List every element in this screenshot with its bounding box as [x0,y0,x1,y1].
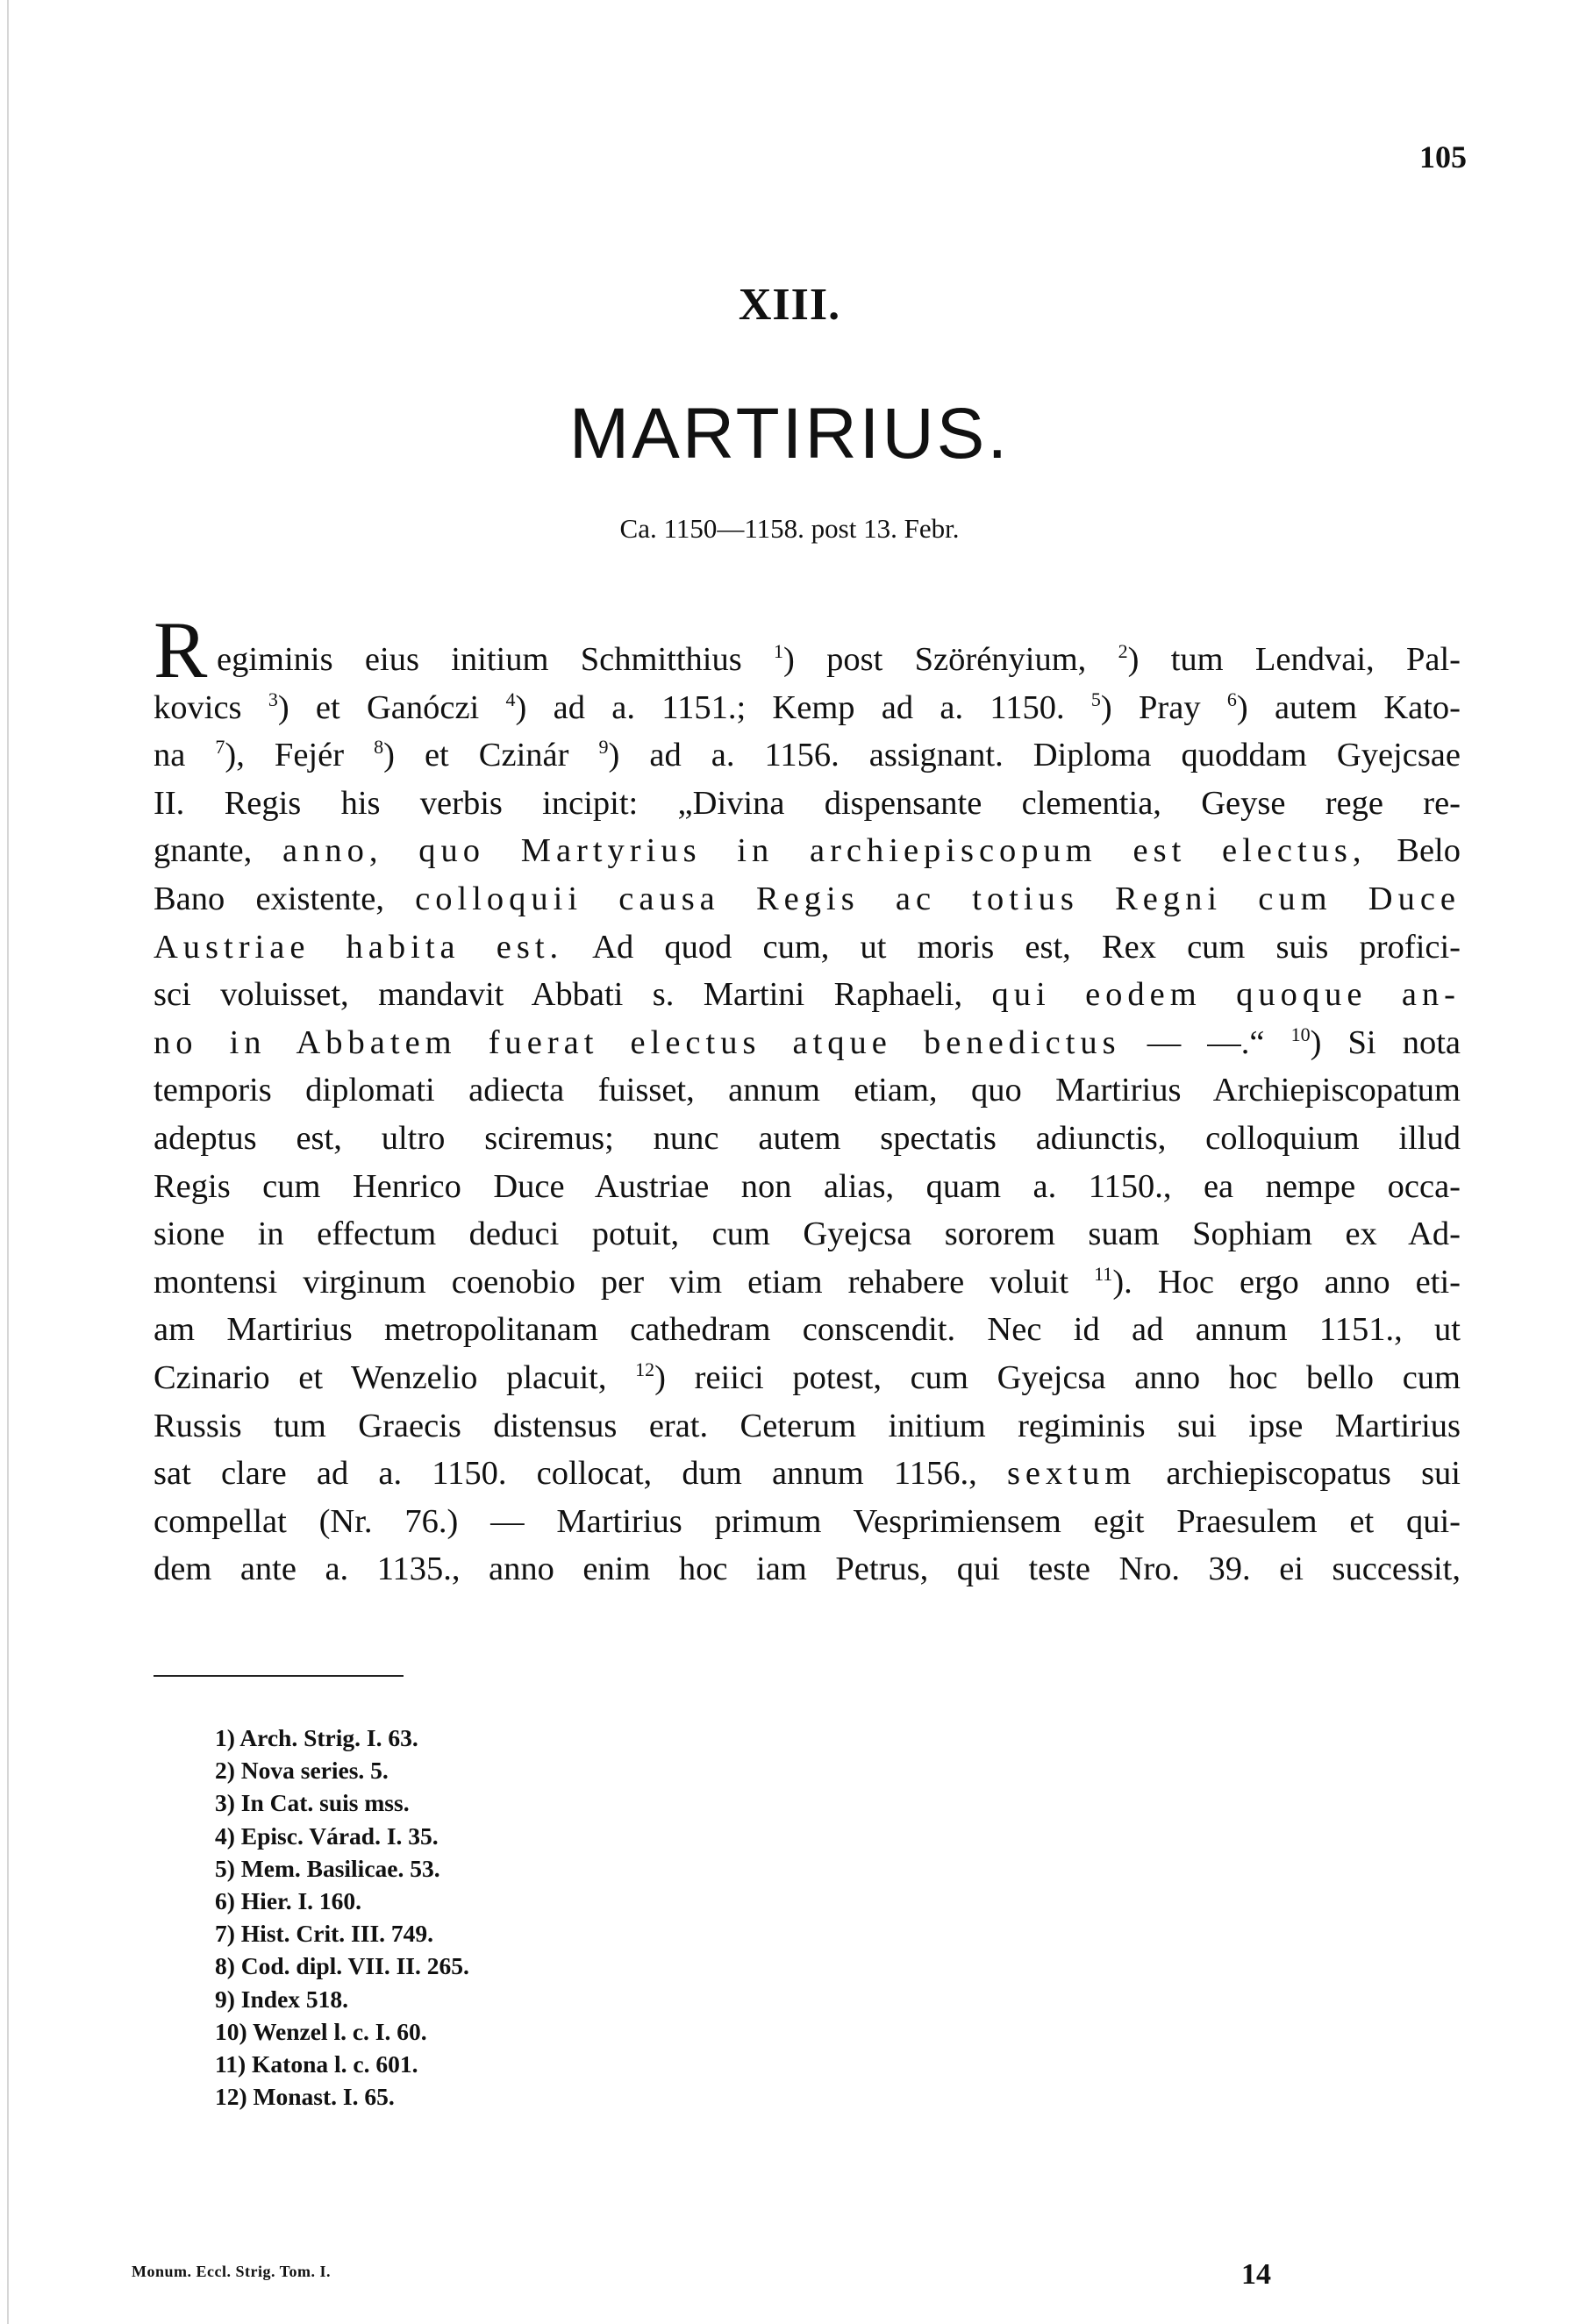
body-text [154,605,1461,1593]
spaced-quote: qui eodem quoque an- [991,976,1461,1014]
text-fragment: na [154,737,216,774]
page-number: 105 [1419,139,1467,175]
text-line: sione in effectum deduci potuit, cum Gyejcsa sororem suam Sophiam ex Ad- [154,1215,1461,1253]
spaced-quote: no in Abbatem fuerat electus atque benedictus [154,1023,1121,1061]
footnote: 6) Hier. I. 160. [215,1887,362,1915]
drop-cap: R [154,605,208,695]
footnote-ref: 7 [215,736,225,759]
text-line: Russis tum Graecis distensus erat. Ceterum initium regiminis sui ipse Martirius [154,1407,1461,1444]
text-fragment: ) ad a. 1151.; Kemp ad a. 1150. [515,688,1091,726]
text-line [154,875,1461,923]
footnote: 1) Arch. Strig. I. 63. [215,1724,418,1751]
text-fragment: ) et Czinár [383,737,599,774]
page-edge [7,0,9,2324]
text-line [154,1258,1461,1307]
text-fragment: ) autem Kato- [1236,688,1461,726]
footer-signature: Monum. Eccl. Strig. Tom. I. [132,2263,332,2280]
footnote-ref: 9 [598,736,609,759]
footnote: 12) Monast. I. 65. [215,2083,395,2111]
text-fragment: ) et Ganóczi [277,688,506,726]
spaced-quote: colloquii causa Regis ac totius Regni cum Duce [415,880,1461,917]
chapter-date: Ca. 1150—1158. post 13. Febr. [619,513,960,544]
text-fragment: kovics [154,688,268,726]
text-fragment: ) post Szörényium, [783,641,1118,678]
text-line: adeptus est, ultro sciremus; nunc autem spectatis adiunctis, colloquium illud [154,1119,1461,1157]
text-fragment: ), Fejér [225,737,375,774]
footnote: 3) In Cat. suis mss. [215,1789,410,1817]
footnote-ref: 8 [374,736,384,759]
text-fragment: Bano existente, [154,880,416,917]
spaced-quote: anno, quo Martyrius in archiepiscopum est electus, [282,832,1367,870]
footnote-ref: 11 [1094,1262,1113,1285]
text-fragment: sci voluisset, mandavit Abbati s. Martini Raphaeli, [154,976,992,1014]
text-fragment: sat clare ad a. 1150. collocat, dum annum 1156., [154,1455,1007,1493]
text-line: II. Regis his verbis incipit: „Divina dispensante clementia, Geyse rege re- [154,784,1461,822]
text-fragment: ). Hoc ergo anno eti- [1112,1263,1461,1301]
text-fragment: montensi virginum coenobio per vim etiam rehabere voluit [154,1263,1095,1301]
text-fragment: ) reiici potest, cum Gyejcsa anno hoc bello cum [654,1358,1461,1396]
footer-sheet-number: 14 [1241,2258,1271,2291]
footnote: 2) Nova series. 5. [215,1757,389,1785]
text-fragment: egiminis eius initium Schmitthius [217,641,775,678]
footnote: 4) Episc. Várad. I. 35. [215,1821,439,1850]
text-line: dem ante a. 1135., anno enim hoc iam Petrus, qui teste Nro. 39. ei successit, [154,1551,1461,1588]
text-line [154,1354,1461,1402]
text-fragment: ) Si nota [1310,1023,1461,1061]
footnote: 11) Katona l. c. 601. [215,2050,418,2078]
text-line [154,1019,1461,1067]
text-fragment: ) tum Lendvai, Pal- [1127,641,1461,678]
text-line: Regis cum Henrico Duce Austriae non alias, quam a. 1150., ea nempe occa- [154,1167,1461,1205]
text-line [154,684,1461,732]
text-line [154,605,1461,695]
text-fragment: archiepiscopatus sui [1136,1455,1461,1493]
footnote: 5) Mem. Basilicae. 53. [215,1854,440,1882]
chapter-number: XIII. [738,280,841,330]
text-fragment: ) ad a. 1156. assignant. Diploma quoddam Gyejcsae [608,737,1461,774]
text-line: compellat (Nr. 76.) — Martirius primum Vesprimiensem egit Praesulem et qui- [154,1502,1461,1540]
footnote: 10) Wenzel l. c. I. 60. [215,2017,427,2045]
spaced-quote: Austriae habita est. [154,928,564,966]
footnote-ref: 3 [268,688,278,710]
footnote: 9) Index 518. [215,1985,349,2013]
text-line: am Martirius metropolitanam cathedram conscendit. Nec id ad annum 1151., ut [154,1311,1461,1349]
text-fragment: Belo [1366,832,1461,870]
footnote: 8) Cod. dipl. VII. II. 265. [215,1952,469,1980]
text-line [154,827,1461,875]
chapter-title: MARTIRIUS. [568,394,1011,474]
footnote-ref: 2 [1118,640,1128,663]
footnote-ref: 5 [1090,688,1101,710]
spaced-quote: sextum [1006,1455,1137,1493]
text-line [154,971,1461,1019]
text-fragment: ) Pray [1100,688,1227,726]
footnote: 7) Hist. Crit. III. 749. [215,1920,434,1948]
text-fragment: — —.“ [1120,1023,1291,1061]
text-line [154,1450,1461,1498]
text-line: temporis diplomati adiecta fuisset, annum etiam, quo Martirius Archiepiscopatum [154,1072,1461,1109]
footnote-ref: 12 [635,1358,655,1381]
text-line [154,731,1461,780]
footnotes [215,1722,469,2113]
text-fragment: Ad quod cum, ut moris est, Rex cum suis profici- [563,928,1461,966]
footnote-ref: 4 [505,688,516,710]
footnote-ref: 1 [774,640,784,663]
footnote-ref: 6 [1226,688,1237,710]
footnote-separator [154,1675,404,1677]
text-line [154,923,1461,972]
text-fragment: gnante, [154,832,282,870]
footnote-ref: 10 [1290,1023,1311,1045]
text-fragment: Czinario et Wenzelio placuit, [154,1358,636,1396]
